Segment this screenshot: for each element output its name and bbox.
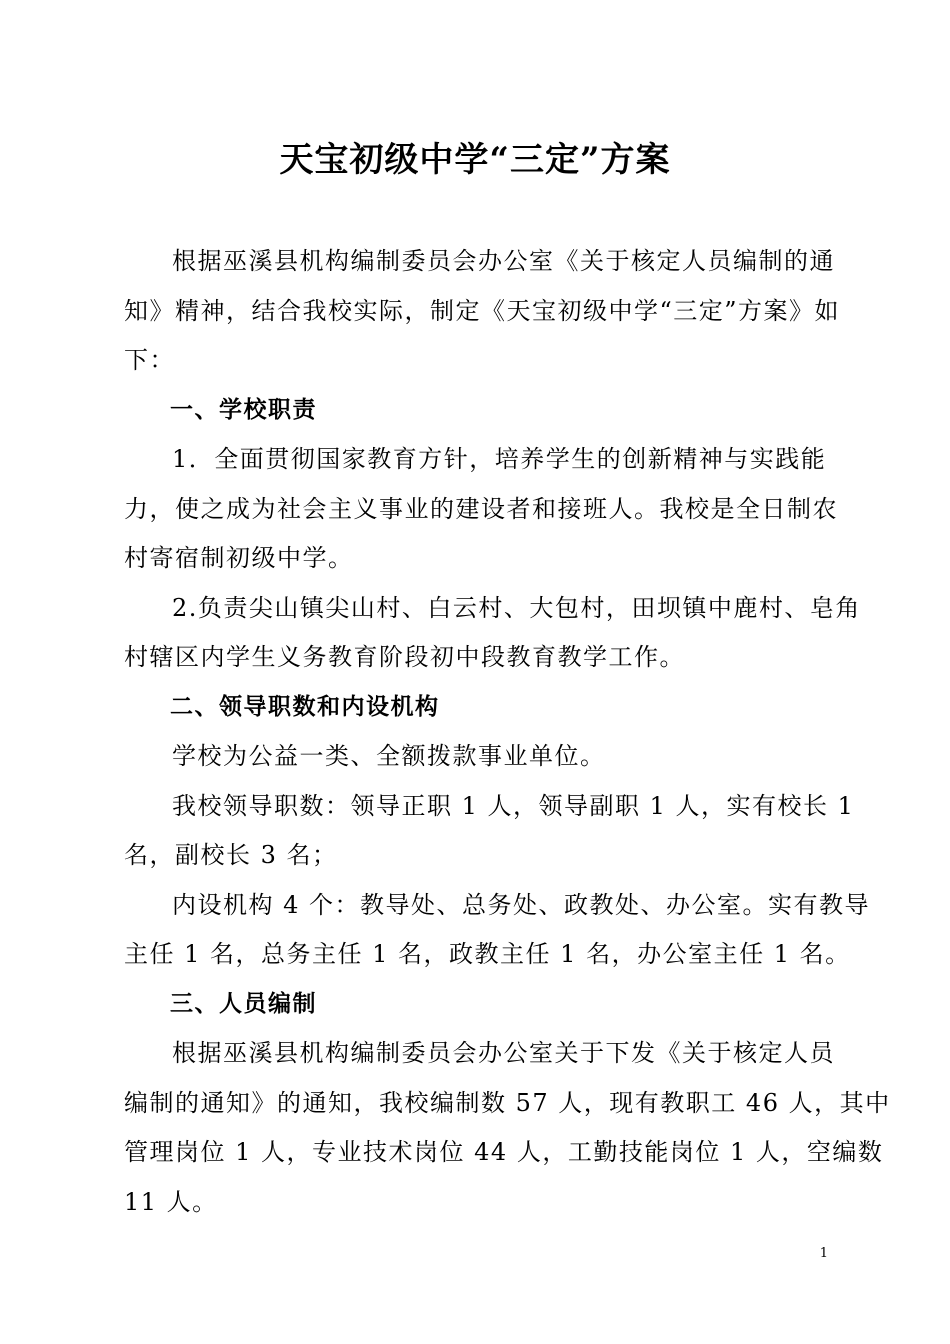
text-line: 管理岗位 1 人，专业技术岗位 44 人，工勤技能岗位 1 人，空编数 [124,1138,884,1166]
text-line: 学校为公益一类、全额拨款事业单位。 [172,742,606,770]
section-heading-staffing: 三、人员编制 [170,990,317,1017]
text-line: 下： [124,346,175,374]
text-line: 根据巫溪县机构编制委员会办公室《关于核定人员编制的通 [172,247,835,275]
text-line: 名，副校长 3 名； [124,841,338,869]
text-line: 编制的通知》的通知，我校编制数 57 人，现有教职工 46 人，其中 [124,1088,891,1117]
text-line: 力，使之成为社会主义事业的建设者和接班人。我校是全日制农 [124,494,838,523]
duties-item-2 [124,584,861,683]
page-number: 1 [819,1246,828,1261]
text-line: 2.负责尖山镇尖山村、白云村、大包村，田坝镇中鹿村、皂角 [172,593,861,622]
text-line: 村寄宿制初级中学。 [124,544,354,572]
section-heading-leadership: 二、领导职数和内设机构 [170,693,440,720]
section-heading-duties: 一、学校职责 [170,396,317,423]
duties-item-1 [124,435,838,584]
text-line: 主任 1 名，总务主任 1 名，政教主任 1 名，办公室主任 1 名。 [124,940,851,968]
text-line: 11 人。 [124,1187,218,1216]
text-line: 村辖区内学生义务教育阶段初中段教育教学工作。 [124,643,685,671]
text-line: 知》精神，结合我校实际，制定《天宝初级中学“三定”方案》如 [124,296,841,325]
staffing-paragraph-1 [124,1029,891,1227]
text-line: 根据巫溪县机构编制委员会办公室关于下发《关于核定人员 [172,1039,835,1067]
document-title: 天宝初级中学“三定”方案 [279,140,671,180]
leadership-paragraph-1 [124,732,828,782]
text-line: 内设机构 4 个：教导处、总务处、政教处、办公室。实有教导 [172,890,871,919]
leadership-paragraph-3 [124,881,871,980]
leadership-paragraph-2 [124,782,855,881]
text-line: 我校领导职数：领导正职 1 人，领导副职 1 人，实有校长 1 [172,791,855,820]
document-body [124,237,891,1227]
intro-paragraph [124,237,841,386]
text-line: 1．全面贯彻国家教育方针，培养学生的创新精神与实践能 [172,445,827,473]
